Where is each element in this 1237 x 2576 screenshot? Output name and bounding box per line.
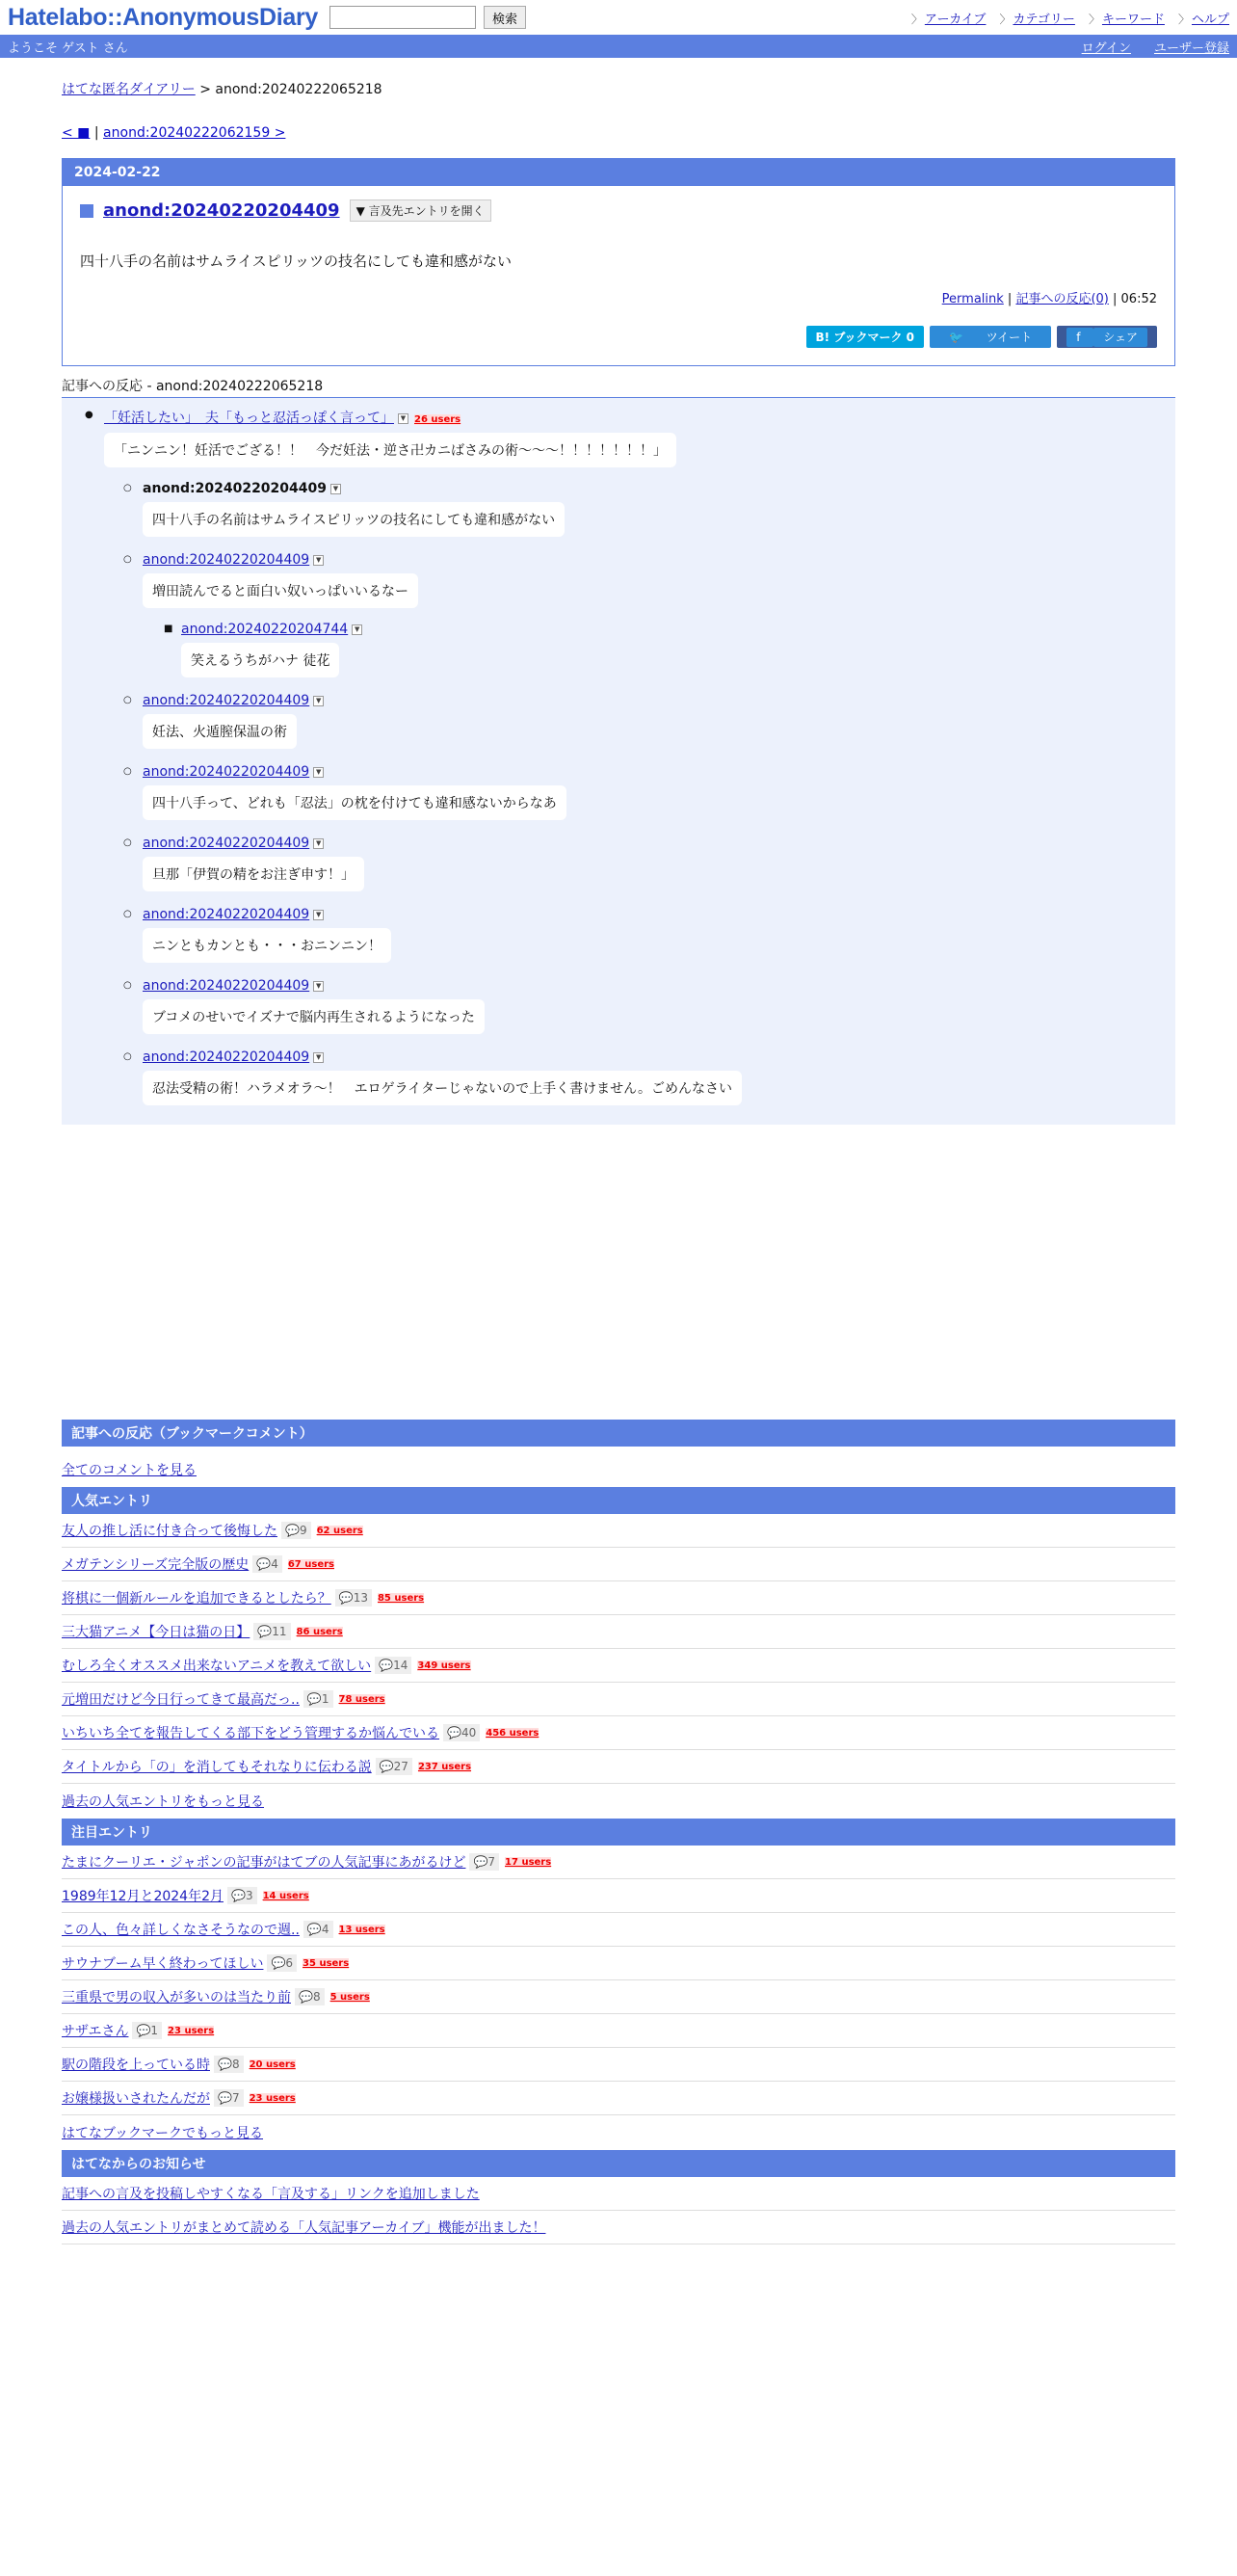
dropdown-icon[interactable]: ▼ — [313, 910, 324, 920]
comment-icon: 💬 — [256, 1557, 272, 1571]
comment-icon: 💬 — [379, 1659, 394, 1672]
facebook-share-button[interactable]: f シェア — [1057, 326, 1157, 348]
reactions-title: 記事への反応 - anond:20240222065218 — [62, 376, 1175, 398]
search-input[interactable] — [329, 6, 476, 29]
entry-row — [62, 1846, 1175, 1879]
comment-count[interactable]: 💬 27 — [376, 1758, 412, 1775]
notable-list — [62, 1846, 1175, 2115]
notable-more-row — [62, 2115, 1175, 2150]
comment-icon: 💬 — [230, 1889, 246, 1902]
entry-row — [62, 1581, 1175, 1615]
pager-prev[interactable]: < ■ — [62, 125, 91, 141]
entry-link[interactable]: むしろ全くオススメ出来ないアニメを教えて欲しい — [62, 1659, 372, 1674]
users-badge[interactable]: 14 users — [262, 1890, 309, 1901]
breadcrumb-home[interactable]: はてな匿名ダイアリー — [62, 82, 196, 97]
reaction-title[interactable]: anond:20240220204409 — [143, 764, 310, 780]
entry-square-icon — [80, 204, 93, 218]
all-comments-link[interactable]: 全てのコメントを見る — [62, 1463, 197, 1478]
entry-link[interactable]: 三重県で男の収入が多いのは当たり前 — [62, 1990, 291, 2005]
entry-link[interactable]: この人、色々詳しくなさそうなので週.. — [62, 1923, 300, 1938]
register-link[interactable]: ユーザー登録 — [1153, 40, 1229, 56]
comment-count[interactable]: 💬 11 — [253, 1623, 290, 1640]
popular-more-row — [62, 1784, 1175, 1819]
reaction-body: 「ニンニン！妊活でござる！！ 今だ妊法・逆さ卍カニばさみの術〜〜〜！！！！！！！」 — [104, 433, 676, 467]
reaction-body: 笑えるうちがハナ 徒花 — [181, 643, 339, 677]
pager: < ■ | anond:20240222062159 > — [62, 125, 286, 141]
bullet-icon: ○ — [123, 554, 132, 565]
nav-category[interactable]: カテゴリー — [1013, 12, 1075, 27]
users-badge[interactable]: 23 users — [168, 2025, 215, 2036]
comment-icon: 💬 — [257, 1625, 273, 1638]
arrow-icon: 〉 — [910, 12, 923, 26]
top-nav — [911, 9, 1229, 27]
news-link[interactable]: 過去の人気エントリがまとめて読める「人気記事アーカイブ」機能が出ました！ — [62, 2220, 546, 2236]
entry-row — [62, 1649, 1175, 1683]
popular-list — [62, 1514, 1175, 1784]
users-badge[interactable]: 67 users — [287, 1558, 334, 1570]
entry-link[interactable]: 将棋に一個新ルールを追加できるとしたら？ — [62, 1591, 331, 1607]
comment-icon: 💬 — [338, 1591, 354, 1605]
reaction-body: 四十八手の名前はサムライスピリッツの技名にしても違和感がない — [143, 502, 565, 537]
reaction-body: 四十八手って、どれも「忍法」の枕を付けても違和感ないからなあ — [143, 785, 566, 820]
share-buttons — [80, 326, 1157, 348]
entry-row — [62, 1879, 1175, 1913]
bullet-icon: ○ — [123, 837, 132, 848]
users-badge[interactable]: 62 users — [316, 1525, 363, 1536]
bullet-icon: ○ — [123, 980, 132, 991]
users-badge[interactable]: 5 users — [329, 1991, 370, 2003]
reactions-tree — [62, 398, 1175, 1125]
permalink[interactable]: Permalink — [941, 292, 1004, 306]
breadcrumb: はてな匿名ダイアリー > anond:20240222065218 — [62, 82, 382, 97]
reaction-item — [123, 481, 1175, 537]
entry-row — [62, 2014, 1175, 2048]
ad-space — [62, 1125, 1175, 1420]
users-badge[interactable]: 85 users — [377, 1592, 425, 1604]
nav-help[interactable]: ヘルプ — [1191, 12, 1229, 27]
comment-icon: 💬 — [379, 1760, 394, 1773]
facebook-icon: f — [1066, 328, 1093, 347]
entry-link[interactable]: 元増田だけど今日行ってきて最高だっ.. — [62, 1692, 300, 1708]
reaction-root-title[interactable]: 「妊活したい」 夫「もっと忍活っぽく言って」 — [104, 411, 394, 426]
comment-icon: 💬 — [218, 2058, 232, 2071]
users-badge[interactable]: 78 users — [338, 1693, 385, 1705]
entry-title-row — [80, 199, 1157, 222]
news-item — [62, 2177, 1175, 2211]
entry-time: 06:52 — [1120, 292, 1157, 306]
reaction-title[interactable]: anond:20240220204409 — [143, 552, 310, 568]
reaction-item — [123, 1049, 1175, 1105]
comment-count[interactable]: 💬 3 — [227, 1887, 257, 1904]
entry-row — [62, 1716, 1175, 1750]
entry-link[interactable]: サザエさん — [62, 2024, 129, 2039]
dropdown-icon[interactable]: ▼ — [313, 696, 324, 706]
dropdown-icon[interactable]: ▼ — [398, 413, 408, 424]
bullet-icon: ○ — [123, 909, 132, 919]
users-badge[interactable]: 20 users — [249, 2058, 296, 2070]
day-section — [62, 158, 1175, 366]
entry-row — [62, 1514, 1175, 1548]
notable-more-link[interactable]: はてなブックマークでもっと見る — [62, 2126, 264, 2141]
reaction-body: ブコメのせいでイズナで脳内再生されるようになった — [143, 999, 485, 1034]
comment-count[interactable]: 💬 7 — [214, 2089, 244, 2107]
welcome-text: ようこそ ゲスト さん — [8, 40, 128, 56]
entry-link[interactable]: 1989年12月と2024年2月 — [62, 1889, 224, 1904]
dropdown-icon[interactable]: ▼ — [313, 981, 324, 992]
reaction-title[interactable]: anond:20240220204409 — [143, 907, 310, 922]
comment-count[interactable]: 💬 1 — [303, 1690, 333, 1708]
reaction-title[interactable]: anond:20240220204409 — [143, 1049, 310, 1065]
reaction-title[interactable]: anond:20240220204409 — [143, 978, 310, 994]
entry-link[interactable]: 三大猫アニメ【今日は猫の日】 — [62, 1625, 250, 1640]
reaction-body: 妊法、火遁膣保温の術 — [143, 714, 297, 749]
reaction-root — [85, 408, 1175, 467]
entry-title[interactable]: anond:20240220204409 — [103, 200, 340, 221]
comment-icon: 💬 — [473, 1855, 488, 1869]
search-button[interactable]: 検索 — [484, 6, 526, 29]
users-badge[interactable]: 17 users — [505, 1856, 552, 1868]
pager-next[interactable]: anond:20240222062159 > — [103, 125, 286, 141]
entry-link[interactable]: タイトルから「の」を消してもそれなりに伝わる説 — [62, 1760, 372, 1775]
entry-link[interactable]: サウナブーム早く終わってほしい — [62, 1956, 264, 1972]
comment-icon: 💬 — [271, 1956, 286, 1970]
entry-link[interactable]: メガテンシリーズ完全版の歴史 — [62, 1557, 250, 1573]
comment-icon: 💬 — [136, 2024, 151, 2037]
users-badge[interactable]: 237 users — [417, 1761, 472, 1772]
entry-meta: Permalink | 記事への反応(0) | 06:52 — [941, 292, 1157, 306]
arrow-icon: 〉 — [1088, 12, 1100, 26]
entry-row — [62, 1750, 1175, 1784]
dropdown-icon[interactable]: ▼ — [313, 1052, 324, 1063]
users-badge[interactable]: 26 users — [414, 414, 461, 425]
entry-link[interactable]: 駅の階段を上っている時 — [62, 2058, 210, 2073]
reaction-item — [123, 836, 1175, 891]
news-link[interactable]: 記事への言及を投稿しやすくなる「言及する」リンクを追加しました — [62, 2187, 480, 2202]
popular-more-link[interactable]: 過去の人気エントリをもっと見る — [62, 1794, 264, 1810]
site-logo[interactable]: Hatelabo::AnonymousDiary — [8, 3, 319, 31]
entry-row — [62, 1683, 1175, 1716]
news-item — [62, 2211, 1175, 2244]
comment-count[interactable]: 💬 8 — [214, 2056, 244, 2073]
nav-keyword[interactable]: キーワード — [1101, 12, 1165, 27]
day-date: 2024-02-22 — [63, 159, 1174, 186]
comment-count[interactable]: 💬 13 — [335, 1589, 372, 1607]
reaction-title-current: anond:20240220204409 — [143, 481, 327, 496]
entry — [63, 186, 1174, 365]
users-badge[interactable]: 349 users — [417, 1660, 471, 1671]
open-reference-button[interactable]: ▼ 言及先エントリを開く — [350, 199, 491, 222]
comment-count[interactable]: 💬 6 — [267, 1954, 297, 1972]
entry-link[interactable]: お嬢様扱いされたんだが — [62, 2091, 210, 2107]
tweet-button[interactable]: 🐦 ツイート — [930, 326, 1051, 348]
entry-link[interactable]: 友人の推し活に付き合って後悔した — [62, 1524, 277, 1539]
entry-row — [62, 1615, 1175, 1649]
bookmark-comments-header: 記事への反応（ブックマークコメント） — [62, 1420, 1175, 1447]
users-badge[interactable]: 23 users — [249, 2092, 296, 2104]
reaction-body: 忍法受精の術！ハラメオラ〜！ エロゲライターじゃないので上手く書けません。ごめんなさい — [143, 1071, 742, 1105]
breadcrumb-current: anond:20240222065218 — [215, 82, 382, 97]
main-content — [62, 79, 1175, 2244]
reaction-title[interactable]: anond:20240220204409 — [143, 836, 310, 851]
entry-row — [62, 1913, 1175, 1947]
bullet-icon: ○ — [123, 766, 132, 777]
users-badge[interactable]: 86 users — [296, 1626, 343, 1637]
bullet-icon: ● — [85, 410, 93, 420]
comment-icon: 💬 — [306, 1692, 322, 1706]
comment-count[interactable]: 💬 9 — [281, 1522, 311, 1539]
login-link[interactable]: ログイン — [1081, 40, 1131, 56]
comment-count[interactable]: 💬 14 — [375, 1657, 411, 1674]
comment-count[interactable]: 💬 40 — [443, 1724, 480, 1741]
entry-link[interactable]: いちいち全てを報告してくる部下をどう管理するか悩んでいる — [62, 1726, 439, 1741]
bullet-icon: ■ — [164, 624, 173, 634]
entry-row — [62, 1980, 1175, 2014]
top-bar — [0, 0, 1237, 35]
comment-icon: 💬 — [299, 1990, 313, 2004]
entry-row — [62, 1548, 1175, 1581]
reactions-link[interactable]: 記事への反応(0) — [1015, 292, 1109, 306]
arrow-icon: 〉 — [999, 12, 1012, 26]
entry-row — [62, 2082, 1175, 2115]
reaction-item — [123, 978, 1175, 1034]
bullet-icon: ○ — [123, 483, 132, 493]
hatena-bookmark-button[interactable]: B! ブックマーク 0 — [806, 326, 925, 348]
entry-row — [62, 1947, 1175, 1980]
news-header: はてなからのお知らせ — [62, 2150, 1175, 2177]
reaction-item — [123, 693, 1175, 749]
dropdown-icon[interactable]: ▼ — [313, 838, 324, 849]
comment-icon: 💬 — [285, 1524, 300, 1537]
dropdown-icon[interactable]: ▼ — [313, 555, 324, 566]
users-badge[interactable]: 35 users — [303, 1957, 350, 1969]
reaction-body: ニンともカンとも・・・おニンニン！ — [143, 928, 391, 963]
comment-icon: 💬 — [447, 1726, 461, 1739]
dropdown-icon[interactable]: ▼ — [352, 624, 362, 635]
reaction-item — [123, 907, 1175, 963]
entry-body: 四十八手の名前はサムライスピリッツの技名にしても違和感がない — [80, 252, 513, 270]
arrow-icon: 〉 — [1177, 12, 1190, 26]
entry-link[interactable]: たまにクーリエ・ジャポンの記事がはてブの人気記事にあがるけど — [62, 1855, 466, 1871]
dropdown-icon[interactable]: ▼ — [313, 767, 324, 778]
reaction-children — [123, 481, 1175, 1105]
bullet-icon: ○ — [123, 695, 132, 705]
reaction-sub-item — [164, 622, 1175, 677]
users-badge[interactable]: 456 users — [486, 1727, 540, 1739]
users-badge[interactable]: 13 users — [338, 1924, 385, 1935]
comment-count[interactable]: 💬 4 — [252, 1555, 282, 1573]
welcome-bar — [0, 35, 1237, 58]
bullet-icon: ○ — [123, 1051, 132, 1062]
comment-count[interactable]: 💬 1 — [132, 2022, 162, 2039]
comment-icon: 💬 — [218, 2091, 232, 2105]
reaction-item — [123, 552, 1175, 677]
popular-header: 人気エントリ — [62, 1487, 1175, 1514]
notable-header: 注目エントリ — [62, 1819, 1175, 1846]
all-comments-row — [62, 1447, 1175, 1487]
comment-count[interactable]: 💬 8 — [295, 1988, 325, 2005]
reaction-item — [123, 764, 1175, 820]
reaction-title[interactable]: anond:20240220204744 — [181, 622, 349, 637]
dropdown-icon[interactable]: ▼ — [330, 484, 341, 494]
reaction-body: 増田読んでると面白い奴いっぱいいるなー — [143, 573, 418, 608]
twitter-icon: 🐦 — [939, 328, 977, 347]
reaction-title[interactable]: anond:20240220204409 — [143, 693, 310, 708]
comment-count[interactable]: 💬 4 — [303, 1921, 333, 1938]
entry-row — [62, 2048, 1175, 2082]
nav-archive[interactable]: アーカイブ — [924, 12, 987, 27]
reaction-body: 旦那「伊賀の精をお注ぎ申す！」 — [143, 857, 364, 891]
comment-icon: 💬 — [306, 1923, 322, 1936]
comment-count[interactable]: 💬 7 — [469, 1853, 499, 1871]
